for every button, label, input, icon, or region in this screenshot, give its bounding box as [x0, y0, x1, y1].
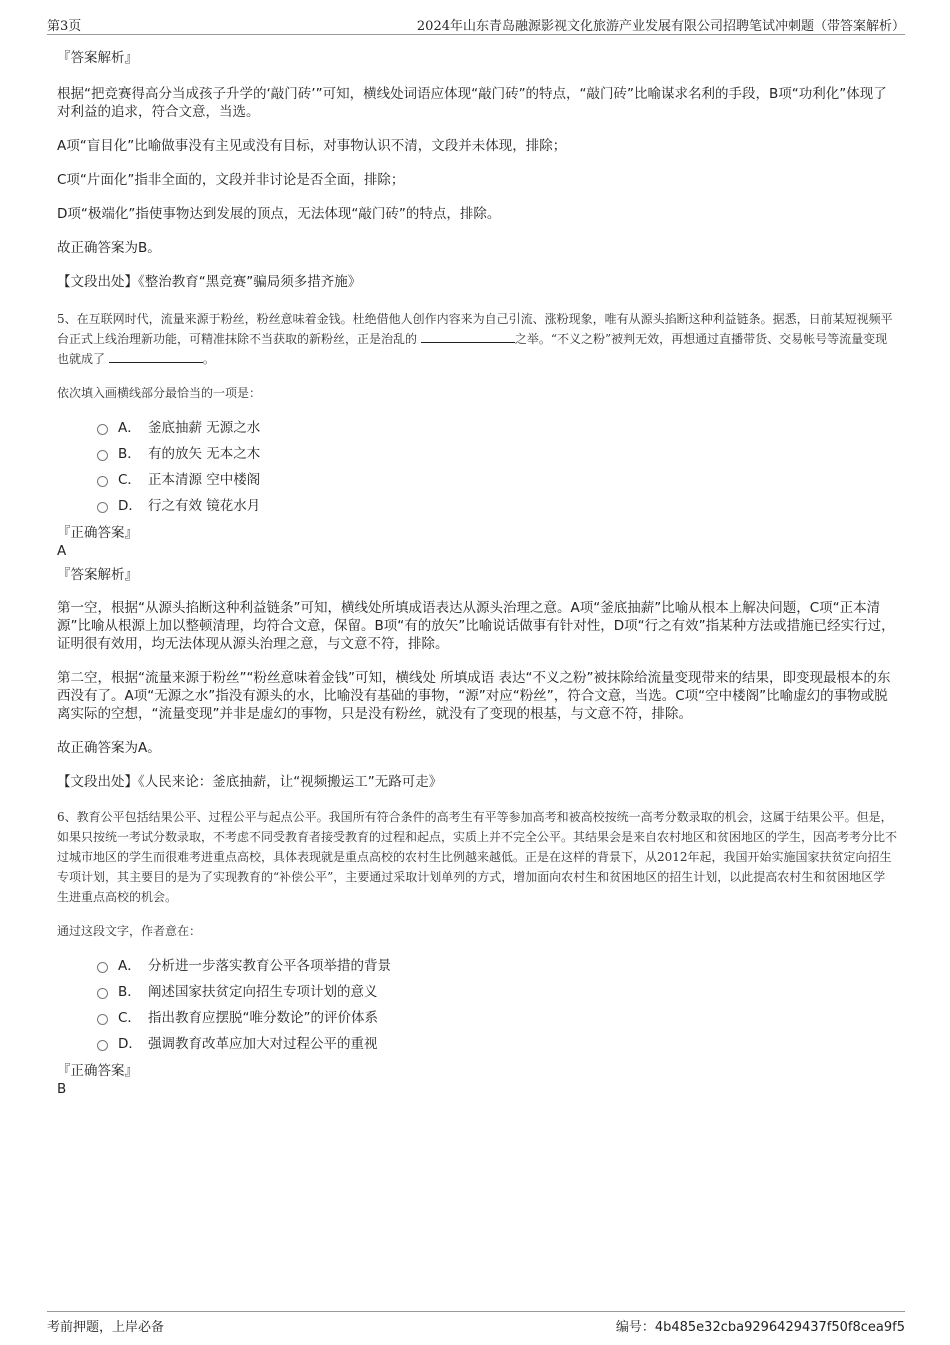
answer-label: 『正确答案』 [57, 1063, 138, 1079]
option-list [97, 413, 897, 517]
radio-icon[interactable] [97, 502, 108, 513]
option-d[interactable]: D． 强调教育改革应加大对过程公平的重视 [97, 1029, 897, 1055]
analysis-paragraph: A项“盲目化”比喻做事没有主见或没有目标，对事物认识不清，文段并未体现，排除； [57, 138, 567, 154]
page-content [57, 44, 897, 1097]
passage-source: 【文段出处】《人民来论：釜底抽薪，让“视频搬运工”无路可走》 [57, 774, 443, 790]
stem-text: 5、在互联网时代，流量来源于粉丝，粉丝意味着金钱。杜绝借他人创作内容来为自己引流、涨粉现象，唯有从源头掐断这种利益链条。据悉，日前某短视频平台正式上线治理新功能，可精准抹除不当获取的新粉丝，正是治乱的 [57, 312, 893, 346]
analysis-paragraph: 第二空，根据“流量来源于粉丝”“粉丝意味着金钱”可知，横线处 所填成语 表达“不义之粉”被抹除给流量变现带来的结果，即变现最根本的东西没有了。A项“无源之水”指没有源头的水，比喻没有基础的事物，“源”对应“粉丝”，符合文意，当选。C项“空中楼阁”比喻虚幻的事物或脱离实际的空想，“流量变现”并非是虚幻的事物，只是没有粉丝，就没有了变现的根基，与文意不符，排除。 [57, 670, 891, 722]
radio-icon[interactable] [97, 476, 108, 487]
analysis-paragraph: 根据“把竞赛得高分当成孩子升学的‘敲门砖’”可知，横线处词语应体现“敲门砖”的特点，“敲门砖”比喻谋求名利的手段，B项“功利化”体现了对利益的追求，符合文意，当选。 [57, 86, 887, 120]
analysis-conclusion: 故正确答案为A。 [57, 740, 161, 756]
answer-value: A [57, 543, 67, 559]
footer-slogan: 考前押题，上岸必备 [47, 1320, 165, 1335]
question-prompt: 依次填入画横线部分最恰当的一项是： [57, 386, 262, 400]
option-b[interactable]: B． 有的放矢 无本之木 [97, 439, 897, 465]
question-stem: 6、教育公平包括结果公平、过程公平与起点公平。我国所有符合条件的高考生有平等参加高考和被高校按统一高考分数录取的机会，这属于结果公平。但是，如果只按统一考试分数录取，不考虑不同受教育者接受教育的过程和起点，实质上并不完全公平。其结果会是来自农村地区和贫困地区的学生，因高考考分比不过城市地区的学生而很难考进重点高校，具体表现就是重点高校的农村生比例越来越低。正是在这样的背景下，从2012年起，我国开始实施国家扶贫定向招生专项计划，其主要目的是为了实现教育的“补偿公平”，主要通过采取计划单列的方式，增加面向农村生和贫困地区的招生计划，以此提高农村生和贫困地区学生进重点高校的机会。 [57, 810, 898, 904]
radio-icon[interactable] [97, 424, 108, 435]
radio-icon[interactable] [97, 1040, 108, 1051]
stem-text: 。 [202, 352, 215, 366]
answer-label: 『正确答案』 [57, 525, 138, 541]
analysis-paragraph: 第一空，根据“从源头掐断这种利益链条”可知，横线处所填成语表达从源头治理之意。A项“釜底抽薪”比喻从根本上解决问题，C项“正本清源”比喻从根源上加以整顿清理，均符合文意，保留。B项“有的放矢”比喻说话做事有针对性，D项“行之有效”指某种方法或措施已经实行过，证明很有效用，均无法体现从源头治理之意，与文意不符，排除。 [57, 600, 895, 652]
option-a[interactable]: A． 釜底抽薪 无源之水 [97, 413, 897, 439]
option-list [97, 951, 897, 1055]
analysis-paragraph: C项“片面化”指非全面的，文段并非讨论是否全面，排除； [57, 172, 405, 188]
analysis-label: 『答案解析』 [57, 567, 138, 583]
page-header [47, 12, 905, 35]
radio-icon[interactable] [97, 962, 108, 973]
analysis-conclusion: 故正确答案为B。 [57, 240, 161, 256]
option-c[interactable]: C． 正本清源 空中楼阁 [97, 465, 897, 491]
stem-text: 之举。“不义之粉”被判无效，再想通过直播带货、交易帐号等流量变现也就成了 [57, 332, 888, 366]
page-footer [47, 1311, 905, 1336]
fill-blank [109, 350, 203, 363]
analysis-paragraph: D项“极端化”指使事物达到发展的顶点，无法体现“敲门砖”的特点，排除。 [57, 206, 501, 222]
radio-icon[interactable] [97, 450, 108, 461]
question-stem [57, 309, 897, 369]
radio-icon[interactable] [97, 1014, 108, 1025]
analysis-label: 『答案解析』 [57, 50, 138, 66]
passage-source: 【文段出处】《整治教育“黑竞赛”骗局须多措齐施》 [57, 274, 362, 290]
option-a[interactable]: A． 分析进一步落实教育公平各项举措的背景 [97, 951, 897, 977]
option-c[interactable]: C． 指出教育应摆脱“唯分数论”的评价体系 [97, 1003, 897, 1029]
fill-blank [421, 330, 515, 343]
option-d[interactable]: D． 行之有效 镜花水月 [97, 491, 897, 517]
answer-value: B [57, 1081, 67, 1097]
page-number: 第3页 [47, 19, 82, 34]
document-title: 2024年山东青岛融源影视文化旅游产业发展有限公司招聘笔试冲刺题（带答案解析） [416, 19, 905, 34]
footer-serial: 编号：4b485e32cba9296429437f50f8cea9f5 [615, 1320, 905, 1335]
question-prompt: 通过这段文字，作者意在： [57, 924, 202, 938]
option-b[interactable]: B． 阐述国家扶贫定向招生专项计划的意义 [97, 977, 897, 1003]
radio-icon[interactable] [97, 988, 108, 999]
